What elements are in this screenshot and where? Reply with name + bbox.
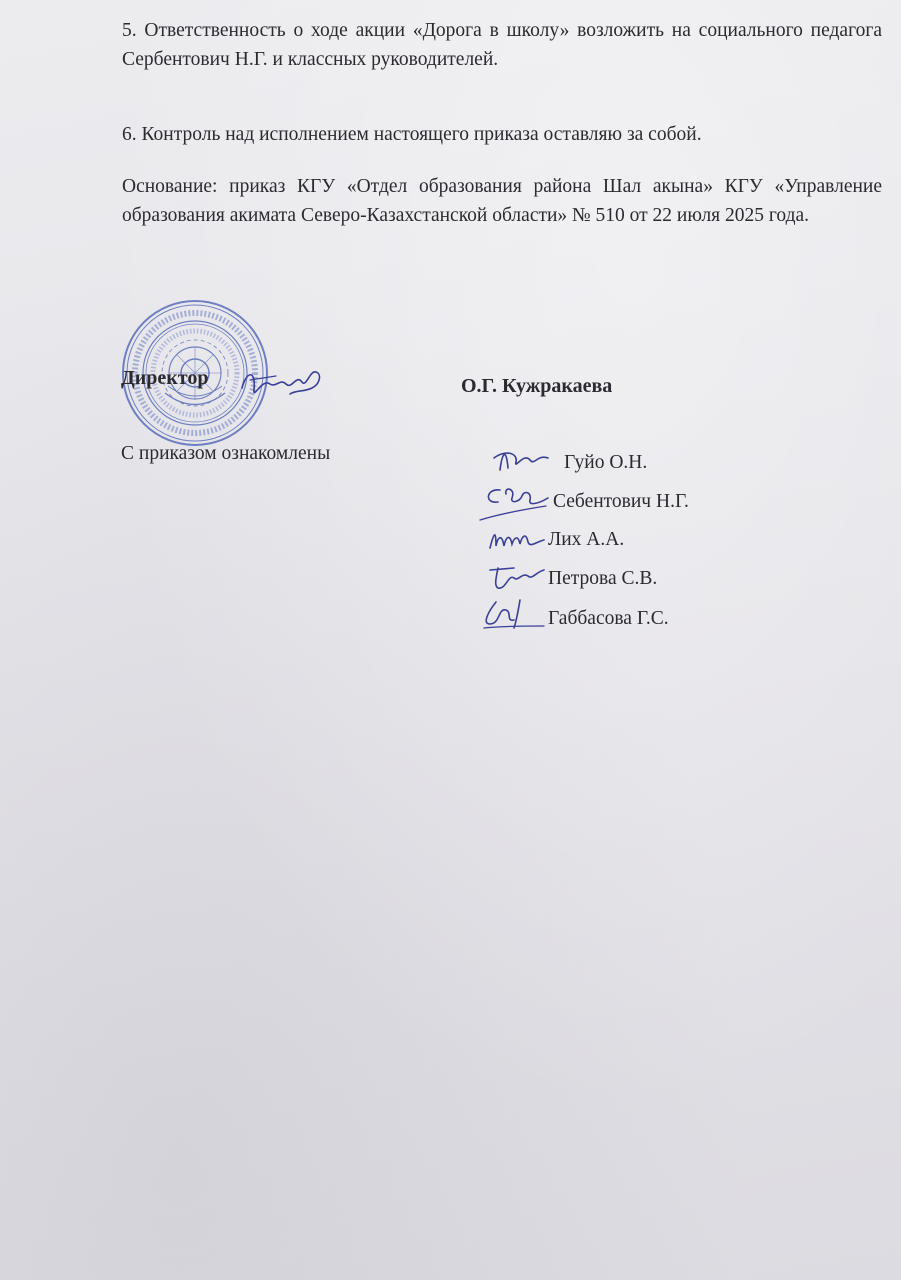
director-name: О.Г. Кужракаева bbox=[461, 375, 613, 397]
acknowledged-name: Лих А.А. bbox=[548, 529, 625, 550]
signature-icon bbox=[476, 596, 548, 632]
signature-icon bbox=[488, 440, 560, 476]
acknowledged-name: Гуйо О.Н. bbox=[564, 452, 648, 473]
paragraph-item-6: 6. Контроль над исполнением настоящего приказа оставляю за собой. bbox=[122, 124, 702, 145]
signature-icon bbox=[484, 524, 550, 554]
acknowledged-name: Габбасова Г.С. bbox=[548, 608, 669, 629]
basis-paragraph: Основание: приказ КГУ «Отдел образования района Шал акына» КГУ «Управление образования акимата Северо-Казахстанской области» № 510 от 22 июля 2025 года. bbox=[122, 176, 882, 226]
paragraph-item-5: 5. Ответственность о ходе акции «Дорога в школу» возложить на социального педагога Сербентович Н.Г. и классных руководителей. bbox=[122, 20, 882, 70]
acknowledged-name: Петрова С.В. bbox=[548, 568, 658, 589]
signature-icon bbox=[484, 560, 550, 594]
acknowledgement-label: С приказом ознакомлены bbox=[121, 443, 331, 464]
signature-icon bbox=[476, 480, 556, 524]
acknowledged-name: Себентович Н.Г. bbox=[553, 491, 689, 512]
director-signature-icon bbox=[236, 360, 326, 406]
director-label: Директор bbox=[121, 367, 209, 389]
